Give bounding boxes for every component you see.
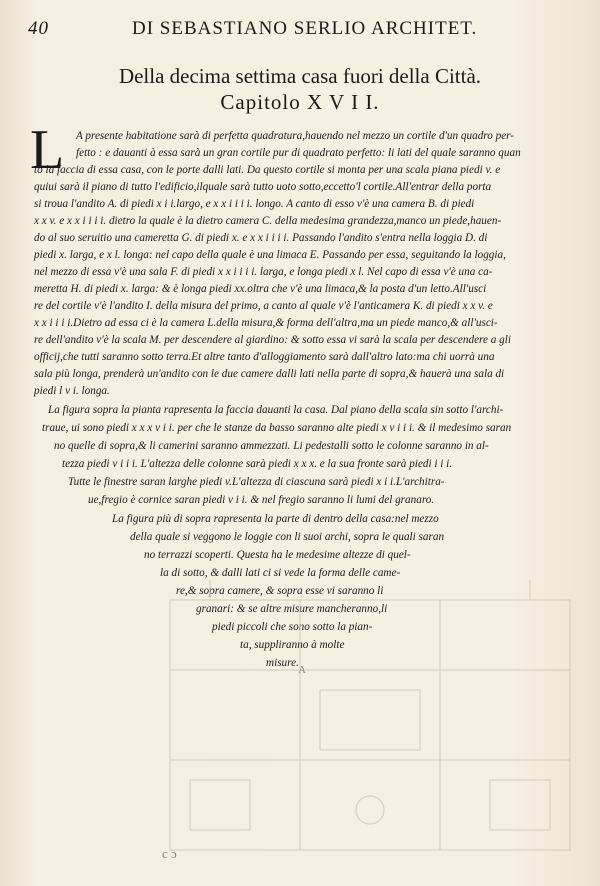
body-line: La figura più di sopra rapresenta la parte di dentro della casa:nel mezzo <box>112 513 439 525</box>
body-line: ta, suppliranno à molte <box>240 639 345 651</box>
plan-letter: A <box>298 664 306 676</box>
body-line: A presente habitatione sarà di perfetta quadratura,hauendo nel mezzo un cortile d'un quadro per- <box>76 130 515 142</box>
body-line: della quale si veggono le loggie con li suoi archi, sopra le quali saran <box>130 531 445 543</box>
floor-plan-showthrough <box>150 560 590 860</box>
drop-initial: L <box>30 119 65 181</box>
body-line: La figura sopra la pianta rapresenta la faccia dauanti la casa. Dal piano della scala sin sotto l'archi- <box>48 404 504 416</box>
page-header <box>28 18 578 44</box>
body-line: tezza piedi v i i i. L'altezza delle colonne sarà piedi x x x. e la sua fronte sarà piedi i i i. <box>62 458 453 470</box>
bottom-mark: c ɔ <box>162 846 177 861</box>
body-line: fetto : e dauanti à essa sarà un gran cortile pur di quadrato perfetto: li lati del quale saranno quan <box>76 147 521 159</box>
body-line: Tutte le finestre saran larghe piedi v.L'altezza di ciascuna sarà piedi x i i.L'architra- <box>68 476 445 488</box>
body-line: traue, ui sono piedi x x x v i i. per che le stanze da basso saranno alte piedi x v i i i. & il medesimo saran <box>42 422 512 434</box>
body-line: no terrazzi scoperti. Questa ha le medesime altezze di quel- <box>144 549 411 561</box>
body-line: re dell'andito v'è la scala M. per descendere al giardino: & sotto essa vi sarà la scala per descendere a gli <box>34 334 511 346</box>
body-line: sala più longa, prenderà un'andito con le due camere dalli lati nella parte di sopra,& hauerà una sala di <box>34 368 505 380</box>
page-number: 40 <box>28 18 49 39</box>
body-line: re,& sopra camere, & sopra esse vi saranno li <box>176 585 384 597</box>
body-line: x x v. e x x i i i i. dietro la quale è la dietro camera C. della medesima grandezza,manco un piede,hauen- <box>34 215 502 227</box>
body-line: si troua l'andito A. di piedi x i i.largo, e x x i i i i. longo. A canto di esso v'è una camera B. di piedi <box>34 198 475 210</box>
body-line: piedi piccoli che sono sotto la pian- <box>212 621 373 633</box>
body-line: do al suo seruitio una cameretta G. di piedi x. e x x i i i i. Passando l'andito s'entra nella loggia D. di <box>34 232 488 244</box>
body-line: no quelle di sopra,& li camerini saranno ammezzati. Li pedestalli sotto le colonne saranno in al- <box>54 440 489 452</box>
body-line: piedi l v i. longa. <box>34 385 110 397</box>
body-line: ue,fregio è cornice saran piedi v i i. & nel fregio saranno li lumi del granaro. <box>88 494 435 506</box>
body-line: re del cortile v'è l'andito I. della misura del primo, a canto al quale v'è l'anticamera K. di piedi x x v. e <box>34 300 493 312</box>
body-line: x x i i i i.Dietro ad essa ci è la camera L.della misura,& forma dell'altra,ma un piede manco,& all'usci- <box>34 317 498 329</box>
chapter-number: Capitolo X V I I. <box>220 90 380 114</box>
chapter-title: Della decima settima casa fuori della Città. <box>118 64 482 88</box>
body-line: piedi x. larga, e x l. longa: nel capo della quale è una limaca E. Passando per essa, seguitando la loggia, <box>34 249 506 261</box>
running-head: DI SEBASTIANO SERLIO ARCHITET. <box>132 18 478 39</box>
body-line: to la faccia di essa casa, con le porte dalli lati. Da questo cortile si monta per una scala piana piedi v. e <box>34 164 501 176</box>
body-line: meretta H. di piedi x. larga: & è longa piedi xx.oltra che v'è una limaca,& la posta d'un letto.All'usci <box>34 283 487 295</box>
body-line: granari: & se altre misure mancheranno,li <box>196 603 388 615</box>
body-line: officij,che tutti saranno sotto terra.Et altre tanto d'alloggiamento sarà dall'altro lato:ma chi uorrà una <box>34 351 495 363</box>
body-line: misure. <box>266 657 299 669</box>
body-line: quiui sarà il piano di tutto l'edificio,ilquale sarà tutto uoto sotto,eccetto'l cortile.All'entrar della porta <box>34 181 492 193</box>
body-line: nel mezzo di essa v'è una sala F. di piedi x x i i i i. larga, e longa piedi x l. Nel capo di essa v'è una ca- <box>34 266 493 278</box>
body-line: la di sotto, & dalli lati ci si vede la forma delle came- <box>160 567 401 579</box>
